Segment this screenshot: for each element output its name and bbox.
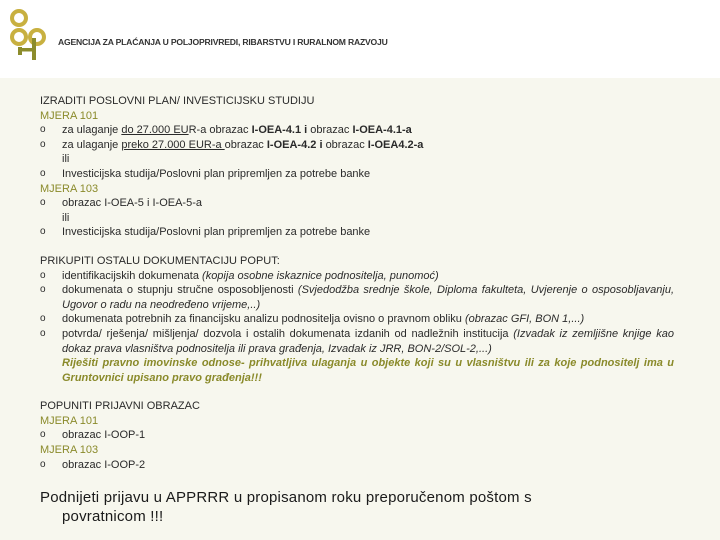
- bullet-icon: o: [40, 269, 46, 281]
- text: obrazac I-OEA-5 i I-OEA-5-a: [62, 197, 202, 210]
- list-item: [40, 312, 674, 327]
- list-item: [40, 196, 674, 211]
- bullet-icon: o: [40, 327, 46, 339]
- list-item: [40, 327, 674, 356]
- text: obrazac: [325, 138, 368, 151]
- bullet-icon: o: [40, 226, 46, 238]
- spacer: [40, 385, 674, 399]
- list-item: [40, 123, 674, 138]
- measure-101-label: MJERA 101: [40, 109, 99, 122]
- conjunction: i: [301, 124, 311, 137]
- list-item: [40, 458, 674, 473]
- bullet-icon: o: [40, 138, 46, 150]
- text: dokumenata o stupnju stručne osposobljenosti: [62, 284, 298, 297]
- text: obrazac: [224, 138, 267, 151]
- section-documents-title: PRIKUPITI OSTALU DOKUMENTACIJU POPUT:: [40, 254, 280, 267]
- section-business-plan-title: IZRADITI POSLOVNI PLAN/ INVESTICIJSKU STUDIJU: [40, 95, 315, 107]
- list-item: [40, 428, 674, 443]
- bullet-icon: o: [40, 197, 46, 209]
- submit-instruction-line-1: Podnijeti prijavu u APPRRR u propisanom roku preporučenom poštom s: [40, 489, 532, 507]
- header-band: [0, 0, 720, 78]
- italic-text: (kopija osobne iskaznice podnositelja, punomoć): [202, 269, 439, 282]
- document-body: [40, 94, 674, 526]
- text: Investicijska studija/Poslovni plan pripremljen za potrebe banke: [62, 226, 371, 239]
- text: za ulaganje: [62, 138, 122, 151]
- italic-text: (Svjedodžba srednje škole, Diploma fakulteta, Uvjerenje o osposobljavanju, Ugovor o radu na neodređeno vrijeme,..): [62, 284, 674, 311]
- form-code: I-OEA4.2-a: [367, 138, 424, 151]
- text: Investicijska studija/Poslovni plan pripremljen za potrebe banke: [62, 167, 371, 180]
- list-item: [40, 167, 674, 182]
- text: R-a obrazac: [188, 124, 252, 137]
- text: dokumenata potrebnih za financijsku analizu podnositelja ovisno o pravnom obliku: [62, 313, 465, 326]
- property-note: Riješiti pravno imovinske odnose- prihvatljiva ulaganja u objekte koji su u vlasništvu ili za koje podnositelj ima u Gruntovnici upisano pravo građenja!!!: [62, 357, 674, 384]
- bullet-icon: o: [40, 167, 46, 179]
- list-item: [40, 138, 674, 153]
- text: za ulaganje: [62, 124, 122, 137]
- bullet-icon: o: [40, 429, 46, 441]
- measure-101-label: MJERA 101: [40, 414, 99, 427]
- conjunction: i: [316, 138, 326, 151]
- italic-text: (obrazac GFI, BON 1,...): [464, 313, 585, 326]
- underlined-text: preko 27.000 EUR-a: [121, 138, 225, 151]
- or-label: ili: [62, 153, 70, 166]
- text: identifikacijskih dokumenata: [62, 269, 203, 282]
- form-code: I-OEA-4.2: [266, 138, 317, 151]
- bullet-icon: o: [40, 313, 46, 325]
- bullet-icon: o: [40, 124, 46, 136]
- text: obrazac I-OOP-1: [62, 429, 146, 442]
- bullet-icon: o: [40, 458, 46, 470]
- list-item: [40, 225, 674, 240]
- submit-instruction: [40, 488, 674, 526]
- text: obrazac: [310, 124, 353, 137]
- agency-name: AGENCIJA ZA PLAĆANJA U POLJOPRIVREDI, RIBARSTVU I RURALNOM RAZVOJU: [58, 37, 388, 47]
- italic-text: (Izvadak iz zemljišne knjige kao dokaz prava vlasništva podnositelja ili prava građenja, Izvadak iz JRR, BON-2/SOL-2,...): [62, 327, 674, 355]
- spacer: [40, 240, 674, 254]
- section-application-title: POPUNITI PRIJAVNI OBRAZAC: [40, 400, 200, 413]
- text: obrazac I-OOP-2: [62, 458, 146, 471]
- form-code: I-OEA-4.1: [251, 124, 302, 137]
- text: potvrda/ rješenja/ mišljenja/ dozvola i ostalih dokumenata izdanih od nadležnih institucija: [62, 327, 514, 340]
- measure-103-label: MJERA 103: [40, 182, 99, 195]
- measure-103-label: MJERA 103: [40, 444, 99, 457]
- or-label: ili: [62, 211, 70, 224]
- agency-logo-icon: [8, 8, 48, 66]
- bullet-icon: o: [40, 284, 46, 296]
- submit-instruction-line-2: povratnicom !!!: [62, 508, 164, 526]
- underlined-text: do 27.000 EU: [121, 124, 189, 137]
- form-code: I-OEA-4.1-a: [352, 124, 412, 137]
- list-item: [40, 283, 674, 312]
- list-item: [40, 269, 674, 284]
